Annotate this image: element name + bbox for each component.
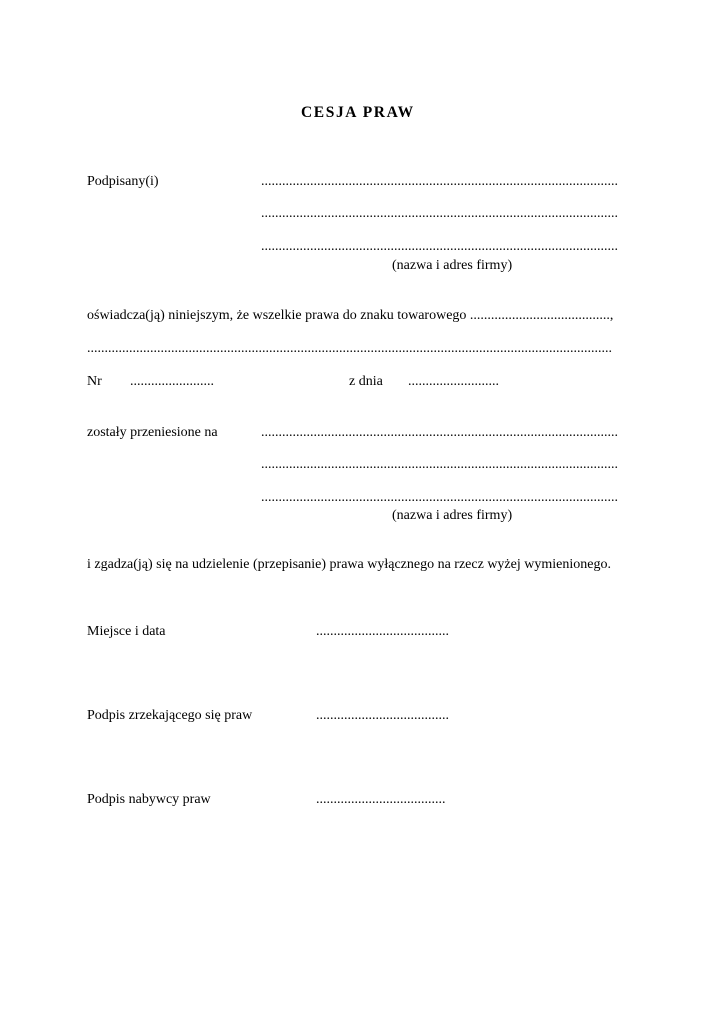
declaration-text: oświadcza(ją) niniejszym, że wszelkie prawa do znaku towarowego ........................................, (87, 309, 614, 323)
assignee-signature-label: Podpis nabywcy praw (87, 792, 211, 807)
assignee-line-1: ...................................................................................................... (261, 426, 618, 440)
assignor-caption: (nazwa i adres firmy) (392, 258, 513, 273)
assignor-line-2: ...................................................................................................... (261, 207, 618, 221)
date-label: z dnia (349, 374, 383, 389)
consent-text: i zgadza(ją) się na udzielenie (przepisanie) prawa wyłącznego na rzecz wyżej wymienionego. (87, 557, 611, 572)
nr-dots: ........................ (130, 375, 214, 389)
assignee-line-2: ...................................................................................................... (261, 458, 618, 472)
document-title: CESJA PRAW (301, 104, 415, 121)
assignor-line-3: ...................................................................................................... (261, 240, 618, 254)
assignor-label: Podpisany(i) (87, 174, 159, 189)
assignee-caption: (nazwa i adres firmy) (392, 508, 513, 523)
assignor-signature-dots: ...................................... (316, 709, 449, 723)
declaration-continuation: ...................................................................................................................................................... (87, 342, 612, 356)
assignor-line-1: ...................................................................................................... (261, 175, 618, 189)
assignee-signature-dots: ..................................... (316, 793, 446, 807)
place-date-dots: ...................................... (316, 625, 449, 639)
assignor-signature-label: Podpis zrzekającego się praw (87, 708, 253, 723)
place-date-label: Miejsce i data (87, 624, 166, 639)
assignee-line-3: ...................................................................................................... (261, 491, 618, 505)
nr-label: Nr (87, 374, 102, 389)
date-dots: .......................... (408, 375, 499, 389)
assignee-label: zostały przeniesione na (87, 425, 218, 440)
